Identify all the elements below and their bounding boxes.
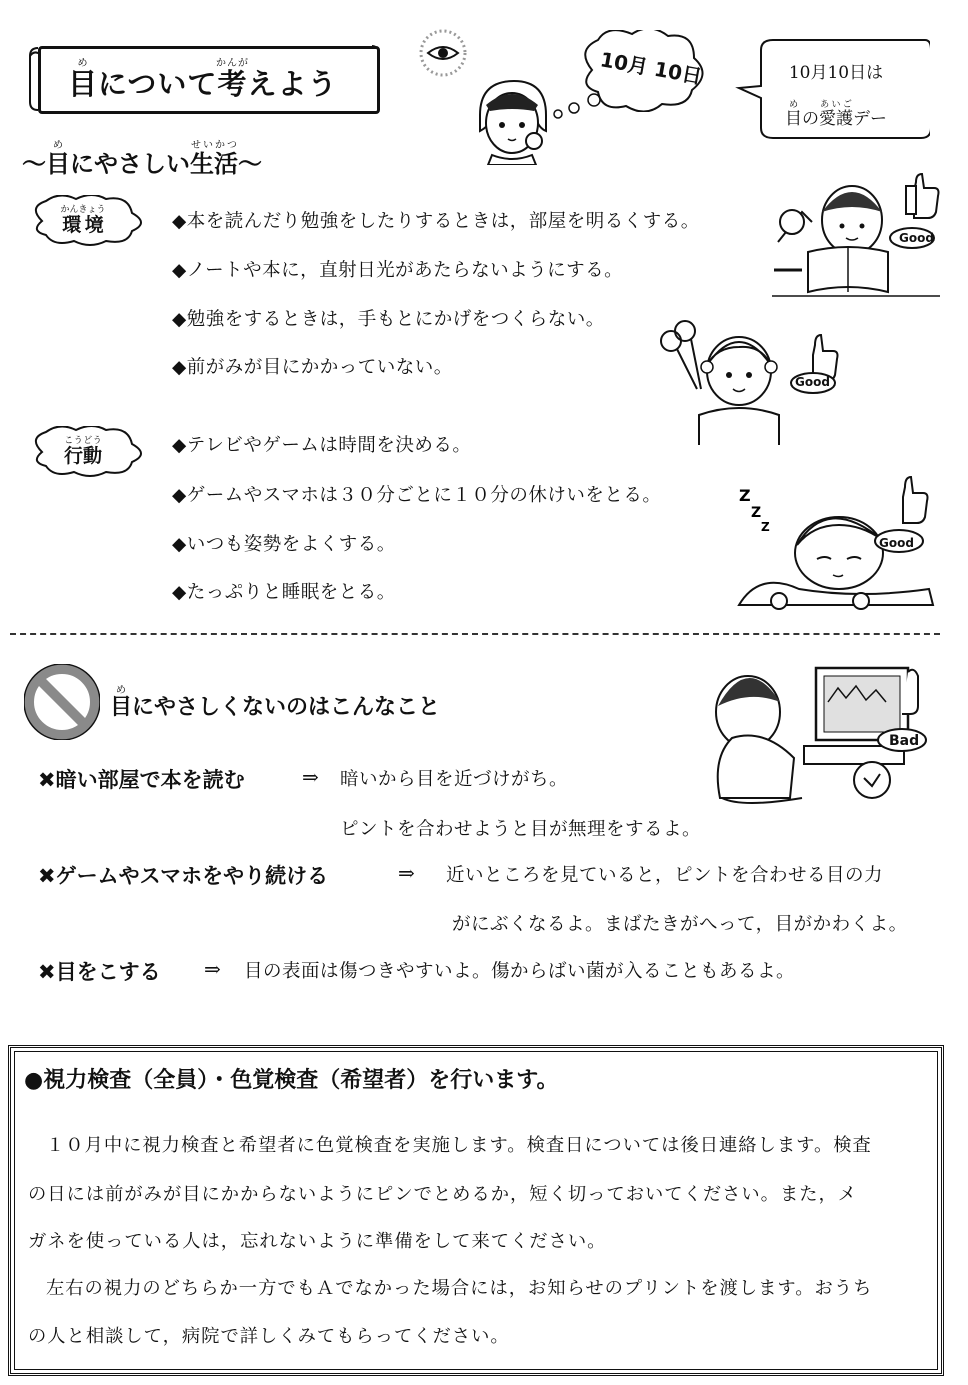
notice-paragraph-line: 左右の視力のどちらか一方でもＡでなかった場合には，お知らせのプリントを渡します。おうち xyxy=(46,1278,873,1299)
list-item: ◆ノートや本に，直射日光があたらないようにする。 xyxy=(172,260,624,281)
good-label: Good xyxy=(879,536,914,550)
list-item: ◆前がみが目にかかっていない。 xyxy=(172,357,453,378)
arrow-icon: ⇒ xyxy=(204,957,221,981)
page-title: 目めについて考かんがえよう xyxy=(68,58,338,101)
eye-care-day-note xyxy=(745,38,927,138)
good-label: Good xyxy=(795,375,830,389)
eye-icon xyxy=(418,28,468,78)
girl-thinking-illustration xyxy=(462,75,557,165)
bad-habit-label: ✖暗い部屋で本を読む xyxy=(38,768,245,792)
bad-habit-label: ✖ゲームやスマホをやり続ける xyxy=(38,864,329,888)
list-item: ◆たっぷりと睡眠をとる。 xyxy=(172,582,396,603)
bad-habit-reason: ピントを合わせようと目が無理をするよ。 xyxy=(340,819,702,840)
bad-habit-label: ✖目をこする xyxy=(38,960,161,984)
list-item: ◆テレビやゲームは時間を決める。 xyxy=(172,435,472,456)
bad-label: Bad xyxy=(889,733,920,749)
notice-paragraph-line: の日には前がみが目にかからないようにピンでとめるか，短く切っておいてください。また，メ xyxy=(28,1184,858,1205)
bad-habit-reason: 暗いから目を近づけがち。 xyxy=(340,769,569,790)
good-label: Good xyxy=(899,231,934,245)
section-divider xyxy=(10,633,940,635)
date-note-line2: 目めの愛護あいごデー xyxy=(785,100,887,129)
action-label: 行動こうどう xyxy=(24,426,134,476)
prohibition-icon xyxy=(24,664,100,740)
list-item: ◆本を読んだり勉強をしたりするときは，部屋を明るくする。 xyxy=(172,211,700,232)
section-heading-not-good: 目めにやさしくないのはこんなこと xyxy=(110,685,441,720)
notice-paragraph-line: １０月中に視力検査と希望者に色覚検査を実施します。検査日については後日連絡します。検査 xyxy=(46,1135,872,1156)
arrow-icon: ⇒ xyxy=(398,861,415,885)
bad-habit-reason: がにぶくなるよ。まばたきがへって，目がかわくよ。 xyxy=(452,914,908,935)
date-note-line1: 10月10日は xyxy=(788,63,884,83)
svg-text:Z: Z xyxy=(751,505,762,521)
environment-label: 環境かんきょう xyxy=(24,195,134,245)
svg-text:Z: Z xyxy=(739,486,751,505)
arrow-icon: ⇒ xyxy=(302,765,319,789)
svg-text:Z: Z xyxy=(761,520,770,534)
notice-paragraph-line: ガネを使っている人は，忘れないように準備をして来てください。 xyxy=(28,1231,607,1252)
notice-paragraph-line: の人と相談して，病院で詳しくみてもらってください。 xyxy=(28,1326,510,1347)
bad-habit-reason: 目の表面は傷つきやすいよ。傷からばい菌が入ることもあるよ。 xyxy=(244,961,796,982)
notice-title: ●視力検査（全員）・色覚検査（希望者）を行います。 xyxy=(24,1068,559,1093)
list-item: ◆いつも姿勢をよくする。 xyxy=(172,534,396,555)
title-banner xyxy=(28,42,378,114)
list-item: ◆勉強をするときは，手もとにかげをつくらない。 xyxy=(172,309,605,330)
section-heading-healthy-life: ～目めにやさしい生活せいかつ～ xyxy=(22,140,262,178)
list-item: ◆ゲームやスマホは３０分ごとに１０分の休けいをとる。 xyxy=(172,485,662,506)
bad-habit-reason: 近いところを見ていると，ピントを合わせる目の力 xyxy=(446,865,884,886)
balloon-date: 10月 10日 xyxy=(598,47,704,89)
date-thought-balloon xyxy=(572,30,712,112)
